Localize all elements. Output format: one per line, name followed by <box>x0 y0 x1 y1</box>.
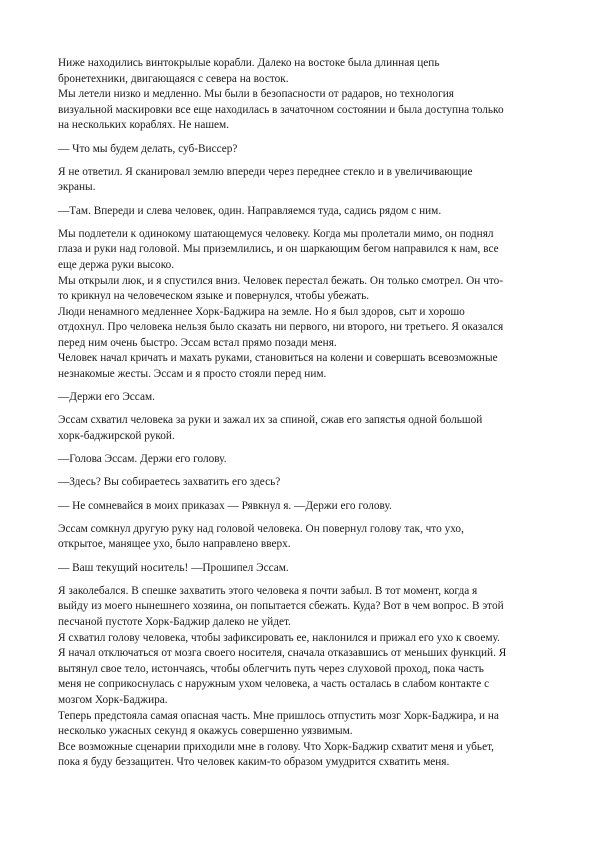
text-line: перед ним очень быстро. Эссам встал прямо позади меня. <box>58 336 337 349</box>
text-line: хорк-баджирской рукой. <box>58 430 175 443</box>
text-line: еще держа руки высоко. <box>58 258 175 271</box>
text-line: Мы подлетели к одинокому шатающемуся человеку. Когда мы пролетали мимо, он поднял <box>58 227 494 240</box>
text-line: открытое, манящее ухо, было направлено вверх. <box>58 538 291 551</box>
text-line: —Голова Эссам. Держи его голову. <box>58 453 227 466</box>
text-line: Все возможные сценарии приходили мне в голову. Что Хорк-Баджир схватит меня и убьет, <box>58 740 495 753</box>
text-line: мозгом Хорк-Баджира. <box>58 693 168 706</box>
paragraph-1 <box>58 56 552 134</box>
text-line: — Не сомневайся в моих приказах — Рявкнул я. —Держи его голову. <box>58 499 392 512</box>
paragraph-9 <box>58 475 552 491</box>
text-line: Я схватил голову человека, чтобы зафиксировать ее, наклонился и прижал его ухо к своему. <box>58 631 500 644</box>
text-line: бронетехники, двигающаяся с севера на восток. <box>58 72 289 85</box>
text-line: —Там. Впереди и слева человек, один. Направляемся туда, садись рядом с ним. <box>58 204 442 217</box>
text-line: отдохнул. Про человека нельзя было сказать ни первого, ни второго, ни третьего. Я оказался <box>58 321 504 334</box>
paragraph-13 <box>58 584 552 771</box>
paragraph-2 <box>58 142 552 158</box>
paragraph-8 <box>58 452 552 468</box>
text-line: — Что мы будем делать, суб-Виссер? <box>58 142 238 155</box>
text-line: Человек начал кричать и махать руками, становиться на колени и совершать всевозможные <box>58 352 498 365</box>
text-line: — Ваш текущий носитель! —Прошипел Эссам. <box>58 561 289 574</box>
text-line: —Держи его Эссам. <box>58 391 155 404</box>
text-line: Мы летели низко и медленно. Мы были в безопасности от радаров, но технология <box>58 88 454 101</box>
text-line: Я не ответил. Я сканировал землю впереди через переднее стекло и в увеличивающие <box>58 165 473 178</box>
text-line: Люди ненамного медленнее Хорк-Баджира на земле. Но я был здоров, сыт и хорошо <box>58 305 465 318</box>
text-line: —Здесь? Вы собираетесь захватить его здесь? <box>58 476 281 489</box>
text-line: визуальной маскировки все еще находилась в зачаточном состоянии и была доступна только <box>58 103 504 116</box>
text-line: Теперь предстояла самая опасная часть. Мне пришлось отпустить мозг Хорк-Баджира, и на <box>58 709 499 722</box>
text-line: Эссам сомкнул другую руку над головой человека. Он повернул голову так, что ухо, <box>58 522 464 535</box>
paragraph-7 <box>58 413 552 444</box>
text-line: выйду из моего нынешнего хозяина, он попытается сбежать. Куда? Вот в чем вопрос. В этой <box>58 600 504 613</box>
text-line: меня не соприкоснулась с наружным ухом человека, а часть осталась в слабом контакте с <box>58 678 490 691</box>
text-line: вытянул свое тело, истончаясь, чтобы облегчить путь через слуховой проход, пока часть <box>58 662 484 675</box>
text-line: экраны. <box>58 181 96 194</box>
text-line: глаза и руки над головой. Мы приземлились, и он шаркающим бегом направился к нам, все <box>58 243 499 256</box>
text-line: Я заколебался. В спешке захватить этого человека я почти забыл. В тот момент, когда я <box>58 584 478 597</box>
text-line: Мы открыли люк, и я спустился вниз. Человек перестал бежать. Он только смотрел. Он что- <box>58 274 504 287</box>
text-line: песчаной пустоте Хорк-Баджир далеко не уйдет. <box>58 615 291 628</box>
paragraph-4 <box>58 204 552 220</box>
text-line: пока я буду беззащитен. Что человек каким-то образом умудрится схватить меня. <box>58 756 450 769</box>
text-line: Я начал отключаться от мозга своего носителя, сначала отказавшись от меньших функций. Я <box>58 647 507 660</box>
text-line: на нескольких кораблях. Не нашем. <box>58 119 230 132</box>
paragraph-5 <box>58 227 552 383</box>
text-line: незнакомые жесты. Эссам и я просто стояли перед ним. <box>58 368 327 381</box>
paragraph-12 <box>58 561 552 577</box>
text-line: Ниже находились винтокрылые корабли. Далеко на востоке была длинная цепь <box>58 57 440 69</box>
paragraph-11 <box>58 522 552 553</box>
text-line: то крикнул на человеческом языке и повернулся, чтобы убежать. <box>58 290 370 303</box>
paragraph-3 <box>58 165 552 196</box>
paragraph-6 <box>58 390 552 406</box>
text-line: несколько ужасных секунд я окажусь совершенно уязвимым. <box>58 725 353 738</box>
paragraph-10 <box>58 499 552 515</box>
text-line: Эссам схватил человека за руки и зажал их за спиной, сжав его запястья одной большой <box>58 414 483 427</box>
